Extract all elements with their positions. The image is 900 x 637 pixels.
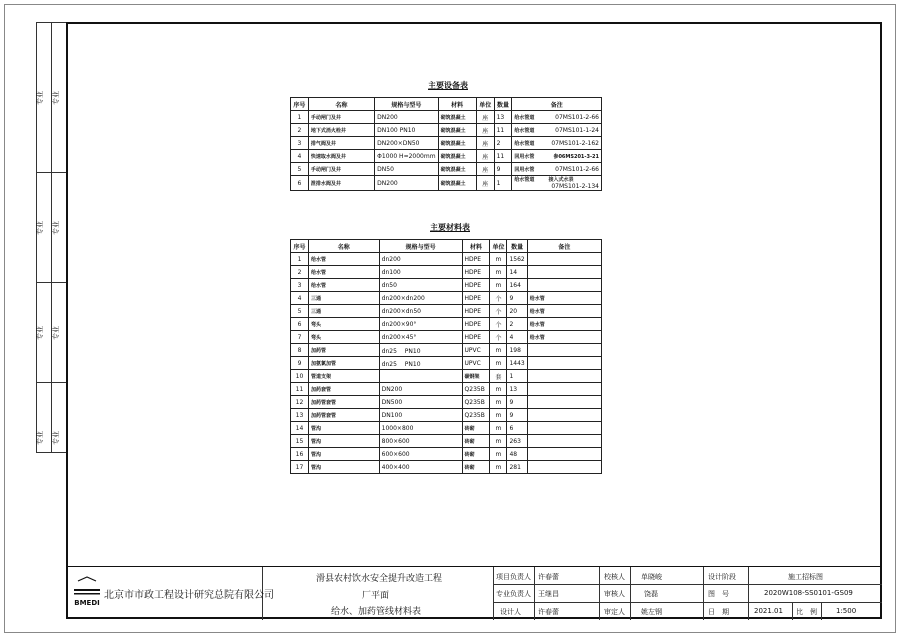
table-cell: 4: [507, 331, 527, 344]
stage-value: 施工招标图: [788, 573, 823, 581]
table-row: [291, 344, 602, 357]
table-row: [291, 422, 602, 435]
table-cell: [527, 396, 601, 409]
table-cell: 个: [490, 292, 507, 305]
table-cell: 16: [291, 448, 309, 461]
table-cell: 给水管: [308, 266, 379, 279]
remark-text: 给水管: [529, 308, 545, 315]
table-cell: dn50: [379, 279, 462, 292]
table-cell: DN100 PN10: [375, 124, 438, 137]
table-cell: dn200×45°: [379, 331, 462, 344]
table-cell: m: [490, 253, 507, 266]
drawing-area: 厂平面: [362, 591, 390, 601]
table-cell: [527, 370, 601, 383]
table-cell: 个: [490, 331, 507, 344]
drawing-no-label: 图 号: [708, 590, 729, 598]
table-cell: 加药管: [308, 344, 379, 357]
table-cell: 4: [291, 150, 309, 163]
table-cell: 手动闸门及井: [308, 111, 374, 124]
table-cell: 3: [291, 137, 309, 150]
table-cell: 加药管套管: [308, 396, 379, 409]
project-name: 滑县农村饮水安全提升改造工程: [316, 574, 443, 584]
table-cell: 8: [291, 344, 309, 357]
table-cell: HDPE: [462, 253, 490, 266]
table-cell: 砌筑混凝土: [438, 176, 476, 191]
review-name: 单晓峻: [641, 573, 662, 581]
table-cell: 管沟: [308, 448, 379, 461]
table-cell: HDPE: [462, 279, 490, 292]
sidebar-label: 专业: [36, 431, 44, 445]
table-cell: DN200×DN50: [375, 137, 438, 150]
table-cell: 座: [476, 111, 494, 124]
table-cell: 砌筑混凝土: [438, 137, 476, 150]
table-cell: DN100: [379, 409, 462, 422]
table-cell: [527, 435, 601, 448]
table-cell: 17: [291, 461, 309, 474]
table-cell: 砖砌: [462, 422, 490, 435]
title-block: [66, 566, 882, 620]
table-cell: HDPE: [462, 266, 490, 279]
table-cell: 弯头: [308, 318, 379, 331]
table-cell: [512, 124, 602, 137]
remark-text: 07MS101-2-66: [555, 113, 599, 121]
table-row: [291, 357, 602, 370]
remark-text: 回用水管: [514, 153, 535, 160]
table-cell: 泄排水阀及井: [308, 176, 374, 191]
table-cell: 6: [291, 176, 309, 191]
table-cell: 管沟: [308, 422, 379, 435]
table-cell: 给水管: [308, 253, 379, 266]
table-cell: 400×400: [379, 461, 462, 474]
table-cell: [527, 357, 601, 370]
table-cell: 砖砌: [462, 435, 490, 448]
table-cell: 套: [490, 370, 507, 383]
materials-table: [290, 239, 602, 474]
company-logo: [72, 575, 102, 607]
table-row: [291, 409, 602, 422]
table-cell: m: [490, 266, 507, 279]
sidebar-cell: [37, 283, 67, 383]
table-cell: m: [490, 461, 507, 474]
table-cell: 1: [494, 176, 512, 191]
table-cell: 2: [291, 124, 309, 137]
table-row: [291, 176, 602, 191]
table-cell: [527, 279, 601, 292]
table-cell: dn200×dn200: [379, 292, 462, 305]
table-cell: Q235B: [462, 383, 490, 396]
table-cell: m: [490, 279, 507, 292]
table-row: [291, 383, 602, 396]
table-header-cell: 备注: [527, 240, 601, 253]
role-label: 设计人: [500, 608, 521, 616]
table-cell: 9: [507, 292, 527, 305]
table-cell: [512, 150, 602, 163]
table-cell: 快速取水阀及井: [308, 150, 374, 163]
table-cell: 1562: [507, 253, 527, 266]
table-cell: [527, 331, 601, 344]
table-cell: dn200×90°: [379, 318, 462, 331]
remark-text: 接入式水表: [548, 177, 574, 183]
table-row: [291, 331, 602, 344]
table-cell: 5: [291, 305, 309, 318]
table-cell: 加氨氯加管: [308, 357, 379, 370]
table-header-cell: 单位: [476, 98, 494, 111]
table-cell: dn25 PN10: [379, 357, 462, 370]
remark-text: 07MS101-2-162: [551, 139, 599, 147]
table-cell: 管沟: [308, 435, 379, 448]
table-cell: DN500: [379, 396, 462, 409]
remark-text: 07MS101-2-66: [555, 165, 599, 173]
table-cell: 砌筑混凝土: [438, 124, 476, 137]
table-cell: 1443: [507, 357, 527, 370]
sidebar-label: 专业: [52, 91, 60, 105]
remark-text: 给水管道: [514, 114, 535, 121]
table-cell: HDPE: [462, 305, 490, 318]
table-cell: 7: [291, 331, 309, 344]
table-cell: 12: [291, 396, 309, 409]
sidebar-cell: [37, 173, 67, 283]
svg-text:BMEDI: BMEDI: [74, 599, 100, 607]
table-cell: m: [490, 383, 507, 396]
review-label: 校核人: [604, 573, 625, 581]
table-cell: [527, 318, 601, 331]
table-cell: 20: [507, 305, 527, 318]
table-row: [291, 461, 602, 474]
table-cell: [512, 176, 602, 191]
table-cell: 弯头: [308, 331, 379, 344]
table-cell: 三通: [308, 292, 379, 305]
scale-value: 1:500: [836, 607, 857, 615]
table-header-cell: 数量: [494, 98, 512, 111]
table-cell: [527, 344, 601, 357]
table-cell: 164: [507, 279, 527, 292]
table-cell: [379, 370, 462, 383]
sidebar-label: 专业: [52, 221, 60, 235]
table-cell: 13: [507, 383, 527, 396]
table-cell: [512, 163, 602, 176]
table-row: [291, 396, 602, 409]
remark-text: 给水管道: [514, 140, 535, 147]
table-cell: [527, 383, 601, 396]
table-cell: [527, 422, 601, 435]
table-cell: 1000×800: [379, 422, 462, 435]
table-cell: 砌筑混凝土: [438, 111, 476, 124]
remark-text: 07MS101-2-134: [551, 183, 599, 190]
review-name: 姚左钢: [641, 608, 662, 616]
table-header-cell: 名称: [308, 98, 374, 111]
table-cell: Q235B: [462, 409, 490, 422]
table-cell: 11: [291, 383, 309, 396]
table-cell: 座: [476, 124, 494, 137]
sidebar-label: 专业: [36, 221, 44, 235]
table-cell: UPVC: [462, 344, 490, 357]
sidebar-cell: [37, 23, 67, 173]
review-name: 饶磊: [644, 590, 658, 598]
table-row: [291, 370, 602, 383]
table-header-cell: 数量: [507, 240, 527, 253]
table-cell: m: [490, 435, 507, 448]
table-cell: 1: [507, 370, 527, 383]
table-cell: 11: [494, 124, 512, 137]
table-cell: 6: [507, 422, 527, 435]
table-row: [291, 150, 602, 163]
table-cell: 管道支架: [308, 370, 379, 383]
table-cell: UPVC: [462, 357, 490, 370]
table-row: [291, 137, 602, 150]
table-cell: 个: [490, 305, 507, 318]
table-cell: 9: [494, 163, 512, 176]
table-row: [291, 448, 602, 461]
table-cell: 加药套管: [308, 383, 379, 396]
table-cell: m: [490, 409, 507, 422]
scale-label: 比 例: [796, 608, 817, 616]
table-header-cell: 材料: [462, 240, 490, 253]
table-cell: 48: [507, 448, 527, 461]
table-header-cell: 规格与型号: [375, 98, 438, 111]
table-cell: 6: [291, 318, 309, 331]
table-row: [291, 124, 602, 137]
table-cell: DN200: [375, 111, 438, 124]
table-cell: m: [490, 344, 507, 357]
remark-text: 给水管: [529, 321, 545, 328]
table-cell: m: [490, 422, 507, 435]
remark-text: 给水管: [529, 295, 545, 302]
table-cell: dn200×dn50: [379, 305, 462, 318]
table-cell: 手动闸门及井: [308, 163, 374, 176]
table-cell: 1: [291, 253, 309, 266]
table-cell: 9: [507, 396, 527, 409]
remark-text: 回用水管: [514, 166, 535, 173]
table-cell: 198: [507, 344, 527, 357]
table-cell: [527, 266, 601, 279]
review-label: 审定人: [604, 608, 625, 616]
table-cell: 砖砌: [462, 461, 490, 474]
table-cell: Q235B: [462, 396, 490, 409]
table-cell: 砌筑混凝土: [438, 163, 476, 176]
remark-text: 07MS101-1-24: [555, 126, 599, 134]
table-cell: DN200: [379, 383, 462, 396]
table-cell: [527, 448, 601, 461]
date-value: 2021.01: [754, 607, 783, 615]
table-cell: 2: [291, 266, 309, 279]
equipment-table-title: 主要设备表: [428, 81, 468, 90]
table-cell: 3: [291, 279, 309, 292]
materials-table-title: 主要材料表: [430, 223, 470, 232]
table-cell: [527, 409, 601, 422]
table-cell: HDPE: [462, 318, 490, 331]
table-cell: 9: [291, 357, 309, 370]
table-cell: 碳钢架: [462, 370, 490, 383]
stage-label: 设计阶段: [708, 573, 736, 581]
table-cell: 地下式消火栓井: [308, 124, 374, 137]
table-row: [291, 266, 602, 279]
table-row: [291, 318, 602, 331]
table-row: [291, 253, 602, 266]
remark-text: 参06MS201-3-21: [553, 153, 599, 160]
sidebar-label: 专业: [52, 431, 60, 445]
table-cell: Φ1000 H=2000mm: [375, 150, 438, 163]
table-cell: 13: [494, 111, 512, 124]
role-name: 王继昌: [538, 590, 559, 598]
table-cell: dn200: [379, 253, 462, 266]
table-cell: 加药管套管: [308, 409, 379, 422]
table-row: [291, 435, 602, 448]
table-cell: 砌筑混凝土: [438, 150, 476, 163]
table-cell: 管沟: [308, 461, 379, 474]
table-cell: dn25 PN10: [379, 344, 462, 357]
drawing-title: 给水、加药管线材料表: [331, 607, 422, 617]
remark-text: 给水管: [529, 334, 545, 341]
table-row: [291, 279, 602, 292]
table-cell: 281: [507, 461, 527, 474]
table-cell: 座: [476, 150, 494, 163]
table-cell: [527, 292, 601, 305]
table-cell: 13: [291, 409, 309, 422]
company-name: 北京市市政工程设计研究总院有限公司: [104, 590, 274, 601]
table-cell: 砖砌: [462, 448, 490, 461]
sidebar-cell: [37, 383, 67, 453]
table-cell: 个: [490, 318, 507, 331]
table-cell: 14: [507, 266, 527, 279]
table-row: [291, 292, 602, 305]
table-cell: 263: [507, 435, 527, 448]
table-cell: 9: [507, 409, 527, 422]
table-cell: 15: [291, 435, 309, 448]
table-cell: [512, 111, 602, 124]
remark-text: 给水管道: [514, 177, 535, 183]
role-label: 专业负责人: [496, 590, 531, 598]
remark-text: 给水管道: [514, 127, 535, 134]
table-cell: [527, 253, 601, 266]
table-cell: m: [490, 448, 507, 461]
table-cell: 600×600: [379, 448, 462, 461]
review-label: 审核人: [604, 590, 625, 598]
role-name: 许春蕾: [538, 608, 559, 616]
table-cell: 座: [476, 137, 494, 150]
table-cell: DN200: [375, 176, 438, 191]
table-cell: 排气阀及井: [308, 137, 374, 150]
role-name: 许春蕾: [538, 573, 559, 581]
table-cell: 4: [291, 292, 309, 305]
sidebar-signoff: [36, 22, 68, 453]
table-cell: 11: [494, 150, 512, 163]
table-header-cell: 单位: [490, 240, 507, 253]
table-cell: dn100: [379, 266, 462, 279]
table-cell: HDPE: [462, 331, 490, 344]
table-cell: HDPE: [462, 292, 490, 305]
drawing-no: 2020W108-SS0101-GS09: [764, 589, 853, 597]
table-cell: 5: [291, 163, 309, 176]
table-header-cell: 序号: [291, 98, 309, 111]
table-cell: 14: [291, 422, 309, 435]
table-cell: m: [490, 357, 507, 370]
table-cell: 座: [476, 176, 494, 191]
table-cell: 三通: [308, 305, 379, 318]
table-row: [291, 111, 602, 124]
table-cell: [527, 305, 601, 318]
table-header-cell: 规格与型号: [379, 240, 462, 253]
table-cell: 给水管: [308, 279, 379, 292]
table-cell: 800×600: [379, 435, 462, 448]
table-row: [291, 163, 602, 176]
table-cell: [512, 137, 602, 150]
table-header-cell: 序号: [291, 240, 309, 253]
sidebar-label: 专业: [36, 91, 44, 105]
table-cell: 座: [476, 163, 494, 176]
equipment-table: [290, 97, 602, 191]
table-cell: m: [490, 396, 507, 409]
table-cell: 10: [291, 370, 309, 383]
sidebar-label: 专业: [52, 326, 60, 340]
table-header-cell: 材料: [438, 98, 476, 111]
table-cell: 1: [291, 111, 309, 124]
date-label: 日 期: [708, 608, 729, 616]
table-header-cell: 名称: [308, 240, 379, 253]
table-cell: 2: [507, 318, 527, 331]
table-cell: DN50: [375, 163, 438, 176]
table-row: [291, 305, 602, 318]
table-cell: [527, 461, 601, 474]
table-cell: 2: [494, 137, 512, 150]
role-label: 项目负责人: [496, 573, 531, 581]
sidebar-label: 专业: [36, 326, 44, 340]
table-header-cell: 备注: [512, 98, 602, 111]
